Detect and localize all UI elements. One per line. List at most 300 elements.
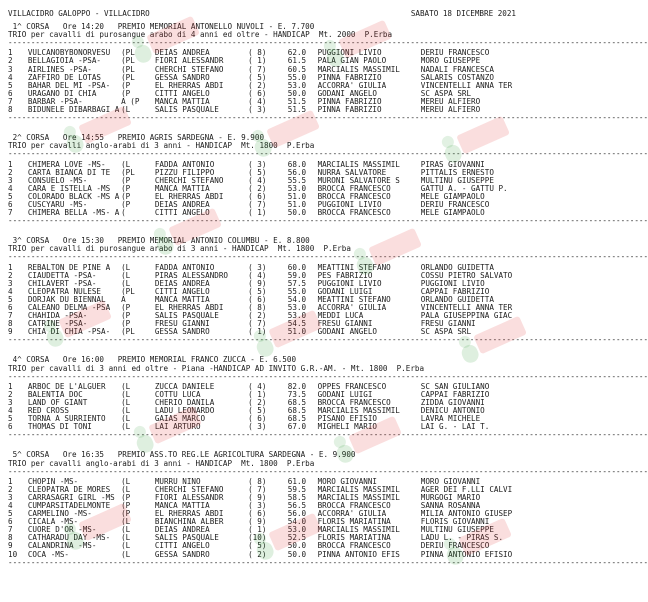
jockey: MANCA MATTIA [154,500,210,510]
weight: 82.0 [287,381,307,391]
horse-flag: (L [121,105,131,115]
entries-table [8,49,516,114]
owner: AGER DEI F.LLI CALVI [420,484,513,494]
weight: 53.0 [287,311,307,321]
jockey: EL RHERRAS ABDI [154,80,224,90]
jockey: SALIS PASQUALE [154,533,219,543]
horse-flag: (L [121,262,131,272]
jockey: CHERIO DANILA [154,397,215,407]
draw: ( 8) [248,48,267,58]
jockey: EL RHERRAS ABDI [154,191,224,201]
jockey: ZUCCA DANIELE [154,381,215,391]
trainer: PES FABRIZIO [317,270,373,280]
horse-number: 3 [8,175,13,185]
horse-name: BIDUNELE DIBARBAGI A [27,105,120,115]
horse-name: CUSCYARU -MS- [27,199,88,209]
trainer: NURRA SALVATORE [317,167,387,177]
draw: ( 7) [248,319,267,329]
horse-name: ARBOC DE L'ALGUER [27,381,106,391]
jockey: LAI ARTURO [154,422,201,432]
draw: (10) [248,533,267,543]
owner: DERIU FRANCESCO [420,199,490,209]
horse-number: 1 [8,476,13,486]
trainer: MEATTINI STEFANO [317,262,391,272]
race-date: SABATO 18 DICEMBRE 2021 [410,9,516,18]
trainer: MORO GIOVANNI [317,476,377,486]
horse-name: RED CROSS [27,406,69,416]
trainer: PUGGIONI LIVIO [317,199,382,209]
jockey: LADU LEONARDO [154,406,215,416]
race-card-sheet [8,9,648,567]
horse-number: 3 [8,278,13,288]
horse-number: 7 [8,208,13,218]
draw: ( 1) [248,525,267,535]
trainer: BROCCA FRANCESCO [317,541,391,551]
entries-table [8,161,516,218]
trainer: BROCCA FRANCESCO [317,183,391,193]
draw: ( 4) [248,96,267,106]
horse-name: CHOPIN -MS- [27,476,79,486]
owner: DERIU FRANCESCO [420,541,490,551]
horse-number: 5 [8,414,13,424]
trainer: MEATTINI STEFANO [317,294,391,304]
horse-number: 7 [8,96,13,106]
horse-name: BALENTIA DOC [27,389,83,399]
horse-number: 3 [8,492,13,502]
owner: FRESU GIANNI [420,319,476,329]
horse-number: 2 [8,389,13,399]
race-conditions: TRIO per cavalli anglo-arabi di 3 anni - HANDICAP Mt. 1800 P.Erba [8,458,315,468]
entries-table [8,264,516,337]
trainer: MARCIALIS MASSIMIL [317,484,400,494]
trainer: GODANI ANGELO [317,327,377,337]
draw: ( 3) [248,105,267,115]
horse-flag: (PL [121,64,135,74]
owner: VINCENTELLI ANNA TER [420,80,513,90]
draw: ( 2) [248,311,267,321]
owner: DENICU ANTONIO [420,406,485,416]
trainer: PINNA ANTONIO EFIS [317,549,400,559]
owner: MULTINU GIUSEPPE [420,175,494,185]
horse-flag: (PL [121,48,135,58]
owner: MILIA ANTONIO GIUSEP [420,509,513,519]
jockey: DEIAS ANDREA [154,48,210,58]
horse-name: BELLAGIOIA -PSA- [27,56,101,66]
trainer: MARCIALIS MASSIMIL [317,525,400,535]
weight: 51.0 [287,191,307,201]
horse-flag: (L [121,389,131,399]
weight: 52.5 [287,533,307,543]
draw: ( 7) [248,484,267,494]
horse-name: TORNA A SURRIENTO [27,414,106,424]
owner: ORLANDO GUIDETTA [420,262,494,272]
draw: ( 2) [248,397,267,407]
race-title: 5^ CORSA Ore 16:35 PREMIO ASS.TO REG.LE AGRICOLTURA SARDEGNA - E. 9.900 [8,450,356,460]
jockey: COTTU LUCA [154,389,201,399]
horse-flag: A (P [121,96,140,106]
table-rule: -------------------------------------------------------------------------------------------------------------------------------------------- [8,216,648,226]
owner: PUGGIONI LIVIO [420,278,485,288]
trainer: MARCIALIS MASSIMIL [317,159,400,169]
race-title: 3^ CORSA Ore 15:30 PREMIO MEMORIAL ANTONIO COLUMBU - E. 8.800 [8,236,310,246]
owner: MELE GIAMPAOLO [420,191,485,201]
weight: 68.5 [287,406,307,416]
horse-number: 7 [8,525,13,535]
horse-number: 1 [8,48,13,58]
horse-name: CONSUELO -MS- [27,175,88,185]
race-section [8,355,648,440]
owner: MELE GIAMPAOLO [420,208,485,218]
race-section [8,133,648,226]
owner: LAI G. - LAI T. [420,422,490,432]
horse-number: 1 [8,262,13,272]
horse-number: 6 [8,517,13,527]
jockey: CITTI ANGELO [154,88,210,98]
draw: ( 3) [248,159,267,169]
jockey: FIORI ALESSANDR [154,56,224,66]
jockey: PIZZU FILIPPO [154,167,215,177]
jockey: PIRAS ALESSANDRO [154,270,228,280]
trainer: PALA GIAN PAOLO [317,56,387,66]
trainer: PINNA FABRIZIO [317,105,382,115]
horse-name: URAGANO DI CHIA [27,88,97,98]
weight: 54.0 [287,517,307,527]
horse-flag: (L [121,533,131,543]
venue-title: VILLACIDRO GALOPPO - VILLACIDRO [8,9,150,18]
horse-number: 5 [8,191,13,201]
weight: 53.0 [287,80,307,90]
jockey: CITTI ANGELO [154,208,210,218]
owner: ZIDDA GIOVANNI [420,397,485,407]
trainer: FLORIS MARIATINA [317,533,391,543]
horse-flag: (PL [121,167,135,177]
race-title: 4^ CORSA Ore 16:00 PREMIO MEMORIAL FRANCO ZUCCA - E. 6.500 [8,355,297,365]
jockey: FADDA ANTONIO [154,262,215,272]
table-rule: -------------------------------------------------------------------------------------------------------------------------------------------- [8,466,648,476]
horse-flag: (P [121,319,131,329]
horse-name: CLEOPATRA DE MORES [27,484,111,494]
horse-name: CALANDRINA -MS- [27,541,97,551]
trainer: GODANI LUIGI [317,389,373,399]
trainer: MARCIALIS MASSIMIL [317,64,400,74]
horse-flag: (L [121,278,131,288]
horse-name: LAND OF GIANT [27,397,88,407]
draw: ( 5) [248,406,267,416]
horse-name: CARMELINO -MS- [27,509,92,519]
horse-number: 8 [8,319,13,329]
weight: 59.5 [287,484,307,494]
draw: ( 1) [248,208,267,218]
horse-number: 3 [8,397,13,407]
owner: SC SAN GIULIANO [420,381,490,391]
horse-flag: ( [121,208,126,218]
horse-name: THOMAS DI TONI [27,422,92,432]
jockey: MANCA MATTIA [154,96,210,106]
owner: CAPPAI FABRIZIO [420,286,490,296]
jockey: MANCA MATTIA [154,183,210,193]
weight: 60.0 [287,262,307,272]
horse-name: CUORE D'OR -MS- [27,525,97,535]
weight: 55.5 [287,175,307,185]
horse-flag: (L [121,406,131,416]
draw: ( 8) [248,476,267,486]
draw: ( 6) [248,191,267,201]
owner: SC ASPA SRL [420,327,472,337]
race-conditions: TRIO per cavalli di purosangue arabo di 4 anni ed oltre - HANDICAP Mt. 2000 P.Erba [8,30,393,40]
draw: ( 6) [248,509,267,519]
table-rule: -------------------------------------------------------------------------------------------------------------------------------------------- [8,149,648,159]
horse-flag: (L [121,517,131,527]
jockey: FRESU GIANNI [154,319,210,329]
jockey: CITTI ANGELO [154,286,210,296]
horse-flag: (L [121,549,131,559]
horse-number: 8 [8,105,13,115]
horse-flag: (L [121,525,131,535]
horse-number: 7 [8,311,13,321]
trainer: MARCIALIS MASSIMIL [317,406,400,416]
horse-number: 4 [8,72,13,82]
jockey: CHERCHI STEFANO [154,484,224,494]
horse-name: CARTA BIANCA DI TE [27,167,111,177]
draw: ( 7) [248,64,267,74]
draw: ( 8) [248,303,267,312]
horse-name: VULCANOBYBONORVESU [27,48,111,58]
owner: DERIU FRANCESCO [420,48,490,58]
table-rule: -------------------------------------------------------------------------------------------------------------------------------------------- [8,252,648,262]
horse-flag: (L [121,422,131,432]
races-list [8,22,648,567]
owner: NADALI FRANCESCA [420,64,494,74]
jockey: GESSA SANDRO [154,327,210,337]
horse-number: 2 [8,56,13,66]
trainer: MURONI SALVATORE S [317,175,400,185]
horse-number: 6 [8,199,13,209]
horse-name: CHIMERA BELLA -MS- A [27,208,120,218]
trainer: PUGGIONI LIVIO [317,48,382,58]
owner: MURGOGI MARIO [420,492,481,502]
owner: MEREU ALFIERO [420,105,481,115]
weight: 67.0 [287,422,307,432]
jockey: SALIS PASQUALE [154,311,219,321]
draw: ( 9) [248,278,267,288]
weight: 55.0 [287,72,307,82]
weight: 53.0 [287,183,307,193]
entries-table [8,478,516,559]
horse-number: 10 [8,549,18,559]
owner: FLORIS GIOVANNI [420,517,490,527]
horse-name: REBALTON DE PINE A [27,262,111,272]
horse-flag: (PL [121,286,135,296]
trainer: PUGGIONI LIVIO [317,278,382,288]
owner: MEREU ALFIERO [420,96,481,106]
horse-number: 6 [8,88,13,98]
weight: 59.0 [287,270,307,280]
horse-flag: (P [121,303,131,312]
horse-name: DORJAK DU BIENNAL [27,294,106,304]
trainer: MARCIALIS MASSIMIL [317,492,400,502]
owner: PINNA ANTONIO EFISIO [420,549,513,559]
trainer: ACCORRA' GIULIA [317,303,387,312]
owner: PALA GIUSEPPINA GIAC [420,311,513,321]
draw: ( 1) [248,327,267,337]
owner: GATTU A. - GATTU P. [420,183,508,193]
trainer: BROCCA FRANCESCO [317,397,391,407]
horse-flag: (P [121,88,131,98]
horse-flag: (L [121,270,131,280]
weight: 61.0 [287,476,307,486]
horse-name: CHILAVERT -PSA- [27,278,97,288]
trainer: GODANI ANGELO [317,88,377,98]
jockey: CHERCHI STEFANO [154,64,224,74]
horse-flag: A [121,294,126,304]
horse-flag: (L [121,414,131,424]
horse-number: 6 [8,422,13,432]
draw: ( 5) [248,72,267,82]
draw: ( 3) [248,500,267,510]
jockey: FADDA ANTONIO [154,159,215,169]
weight: 54.5 [287,319,307,329]
weight: 68.5 [287,397,307,407]
jockey: DEIAS ANDREA [154,525,210,535]
horse-flag: (P [121,183,131,193]
owner: ORLANDO GUIDETTA [420,294,494,304]
horse-flag: (P [121,199,131,209]
draw: ( 2) [248,549,267,559]
table-rule: -------------------------------------------------------------------------------------------------------------------------------------------- [8,335,648,345]
race-conditions: TRIO per cavalli di purosangue arabo di 3 anni - HANDICAP Mt. 1800 P.Erba [8,244,351,254]
draw: ( 5) [248,286,267,296]
race-section [8,236,648,345]
horse-flag: (P [121,509,131,519]
weight: 56.0 [287,509,307,519]
horse-flag: (L [121,397,131,407]
weight: 50.0 [287,208,307,218]
horse-name: CARRASAGRI GIRL -MS [27,492,115,502]
table-rule: -------------------------------------------------------------------------------------------------------------------------------------------- [8,430,648,440]
horse-name: CHIMERA LOVE -MS- [27,159,106,169]
owner: CAPPAI FABRIZIO [420,389,490,399]
horse-number: 2 [8,484,13,494]
table-rule: -------------------------------------------------------------------------------------------------------------------------------------------- [8,557,648,567]
horse-number: 5 [8,509,13,519]
horse-number: 3 [8,64,13,74]
horse-flag: (P [121,500,131,510]
horse-name: COLORADO BLACK -MS A [27,191,120,201]
horse-number: 5 [8,80,13,90]
owner: SC ASPA SRL [420,88,472,98]
trainer: BROCCA FRANCESCO [317,500,391,510]
horse-number: 2 [8,167,13,177]
weight: 50.0 [287,549,307,559]
horse-name: CHIA DI CHIA -PSA- [27,327,111,337]
horse-number: 4 [8,500,13,510]
jockey: GAIAS MARCO [154,414,206,424]
horse-flag: (P [121,80,131,90]
draw: ( 1) [248,389,267,399]
owner: MORO GIUSEPPE [420,56,481,66]
draw: ( 1) [248,56,267,66]
weight: 56.5 [287,500,307,510]
weight: 62.0 [287,48,307,58]
trainer: PISANO EFISIO [317,414,377,424]
jockey: SALIS PASQUALE [154,105,219,115]
draw: ( 6) [248,294,267,304]
weight: 50.0 [287,541,307,551]
weight: 58.5 [287,492,307,502]
trainer: ACCORRA' GIULIA [317,509,387,519]
horse-number: 4 [8,183,13,193]
horse-name: BARBAR -PSA- [27,96,83,106]
table-rule: -------------------------------------------------------------------------------------------------------------------------------------------- [8,371,648,381]
draw: ( 7) [248,199,267,209]
horse-name: CARA E ISTELLA -MS [27,183,111,193]
horse-number: 4 [8,406,13,416]
horse-flag: (P [121,492,131,502]
horse-number: 6 [8,303,13,312]
draw: ( 3) [248,262,267,272]
horse-name: BAHAR DEL MI -PSA- [27,80,111,90]
horse-flag: (L [121,541,131,551]
horse-name: CICALA -MS- [27,517,79,527]
draw: ( 5) [248,167,267,177]
draw: ( 3) [248,422,267,432]
weight: 53.0 [287,303,307,312]
race-conditions: TRIO per cavalli anglo-arabi di 3 anni - HANDICAP Mt. 1800 P.Erba [8,141,315,151]
draw: ( 5) [248,541,267,551]
horse-flag: (P [121,311,131,321]
trainer: PINNA FABRIZIO [317,96,382,106]
owner: LAVRA MICHELE [420,414,481,424]
draw: ( 6) [248,414,267,424]
jockey: EL RHERRAS ABDI [154,509,224,519]
owner: MULTINU GIUSEPPE [420,525,494,535]
horse-name: ZAFFIRO DE LOTAS [27,72,101,82]
owner: SANNA ROSANNA [420,500,481,510]
draw: ( 4) [248,175,267,185]
draw: ( 2) [248,183,267,193]
horse-name: CHAHIDA -PSA- [27,311,88,321]
draw: ( 4) [248,381,267,391]
draw: ( 9) [248,492,267,502]
race-title: 1^ CORSA Ore 14:20 PREMIO MEMORIAL ANTONELLO NUVOLI - E. 7.700 [8,22,315,32]
weight: 51.0 [287,199,307,209]
jockey: DEIAS ANDREA [154,278,210,288]
horse-number: 2 [8,270,13,280]
weight: 54.0 [287,294,307,304]
horse-flag: (PL [121,327,135,337]
horse-name: CATHARADU DAY -MS- [27,533,111,543]
horse-name: CIAUDETTA -PSA- [27,270,97,280]
horse-flag: (L [121,484,131,494]
weight: 55.0 [287,286,307,296]
jockey: CHERCHI STEFANO [154,175,224,185]
horse-number: 9 [8,327,13,337]
horse-flag: (L [121,159,131,169]
table-rule: -------------------------------------------------------------------------------------------------------------------------------------------- [8,38,648,48]
jockey: EL RHERRAS ABDI [154,303,224,312]
weight: 56.0 [287,167,307,177]
horse-flag: (P [121,175,131,185]
owner: PIRAS GIOVANNI [420,159,485,169]
draw: ( 6) [248,88,267,98]
trainer: BROCCA FRANCESCO [317,191,391,201]
owner: SALARIS COSTANZO [420,72,494,82]
weight: 73.5 [287,389,307,399]
entries-table [8,383,516,432]
draw: ( 9) [248,517,267,527]
trainer: ACCORRA' GIULIA [317,80,387,90]
horse-name: CALEANO DELMA -PSA [27,303,111,312]
